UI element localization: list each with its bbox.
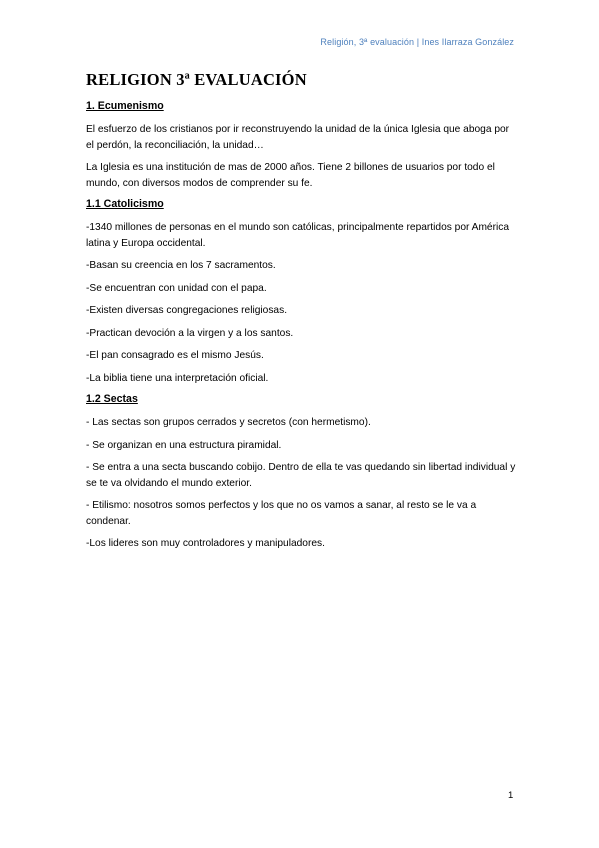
document-body <box>86 70 516 559</box>
list-item: -El pan consagrado es el mismo Jesús. <box>86 350 264 361</box>
list-item: -1340 millones de personas en el mundo son católicas, principalmente repartidos por América latina y Europa occidental. <box>86 222 510 249</box>
page-header: Religión, 3ª evaluación | Ines Ilarraza González <box>320 37 514 47</box>
list-item: -Existen diversas congregaciones religiosas. <box>86 305 288 316</box>
document-title: RELIGION 3ª EVALUACIÓN <box>86 70 307 89</box>
list-item: - Se entra a una secta buscando cobijo. Dentro de ella te vas quedando sin libertad individual y se te va olvidando el mundo exterior. <box>86 462 516 489</box>
list-item: - Las sectas son grupos cerrados y secretos (con hermetismo). <box>86 417 371 428</box>
list-item: -La biblia tiene una interpretación oficial. <box>86 372 269 384</box>
paragraph: La Iglesia es una institución de mas de 2000 años. Tiene 2 billones de usuarios por todo el mundo, con diversos modos de comprender su fe. <box>86 162 495 189</box>
paragraph: El esfuerzo de los cristianos por ir reconstruyendo la unidad de la única Iglesia que aboga por el perdón, la reconciliación, la unidad… <box>86 124 510 151</box>
list-item: -Basan su creencia en los 7 sacramentos. <box>86 260 276 271</box>
section-heading-catolicismo: 1.1 Catolicismo <box>86 198 164 210</box>
section-heading-sectas: 1.2 Sectas <box>86 393 138 405</box>
list-item: - Se organizan en una estructura piramidal. <box>86 439 282 451</box>
list-item: -Practican devoción a la virgen y a los santos. <box>86 327 294 339</box>
list-item: -Los lideres son muy controladores y manipuladores. <box>86 538 325 549</box>
section-heading-ecumenismo: 1. Ecumenismo <box>86 100 164 112</box>
list-item: - Etilismo: nosotros somos perfectos y los que no os vamos a sanar, al resto se le va a condenar. <box>86 500 477 527</box>
page-number: 1 <box>508 790 514 801</box>
list-item: -Se encuentran con unidad con el papa. <box>86 282 267 294</box>
